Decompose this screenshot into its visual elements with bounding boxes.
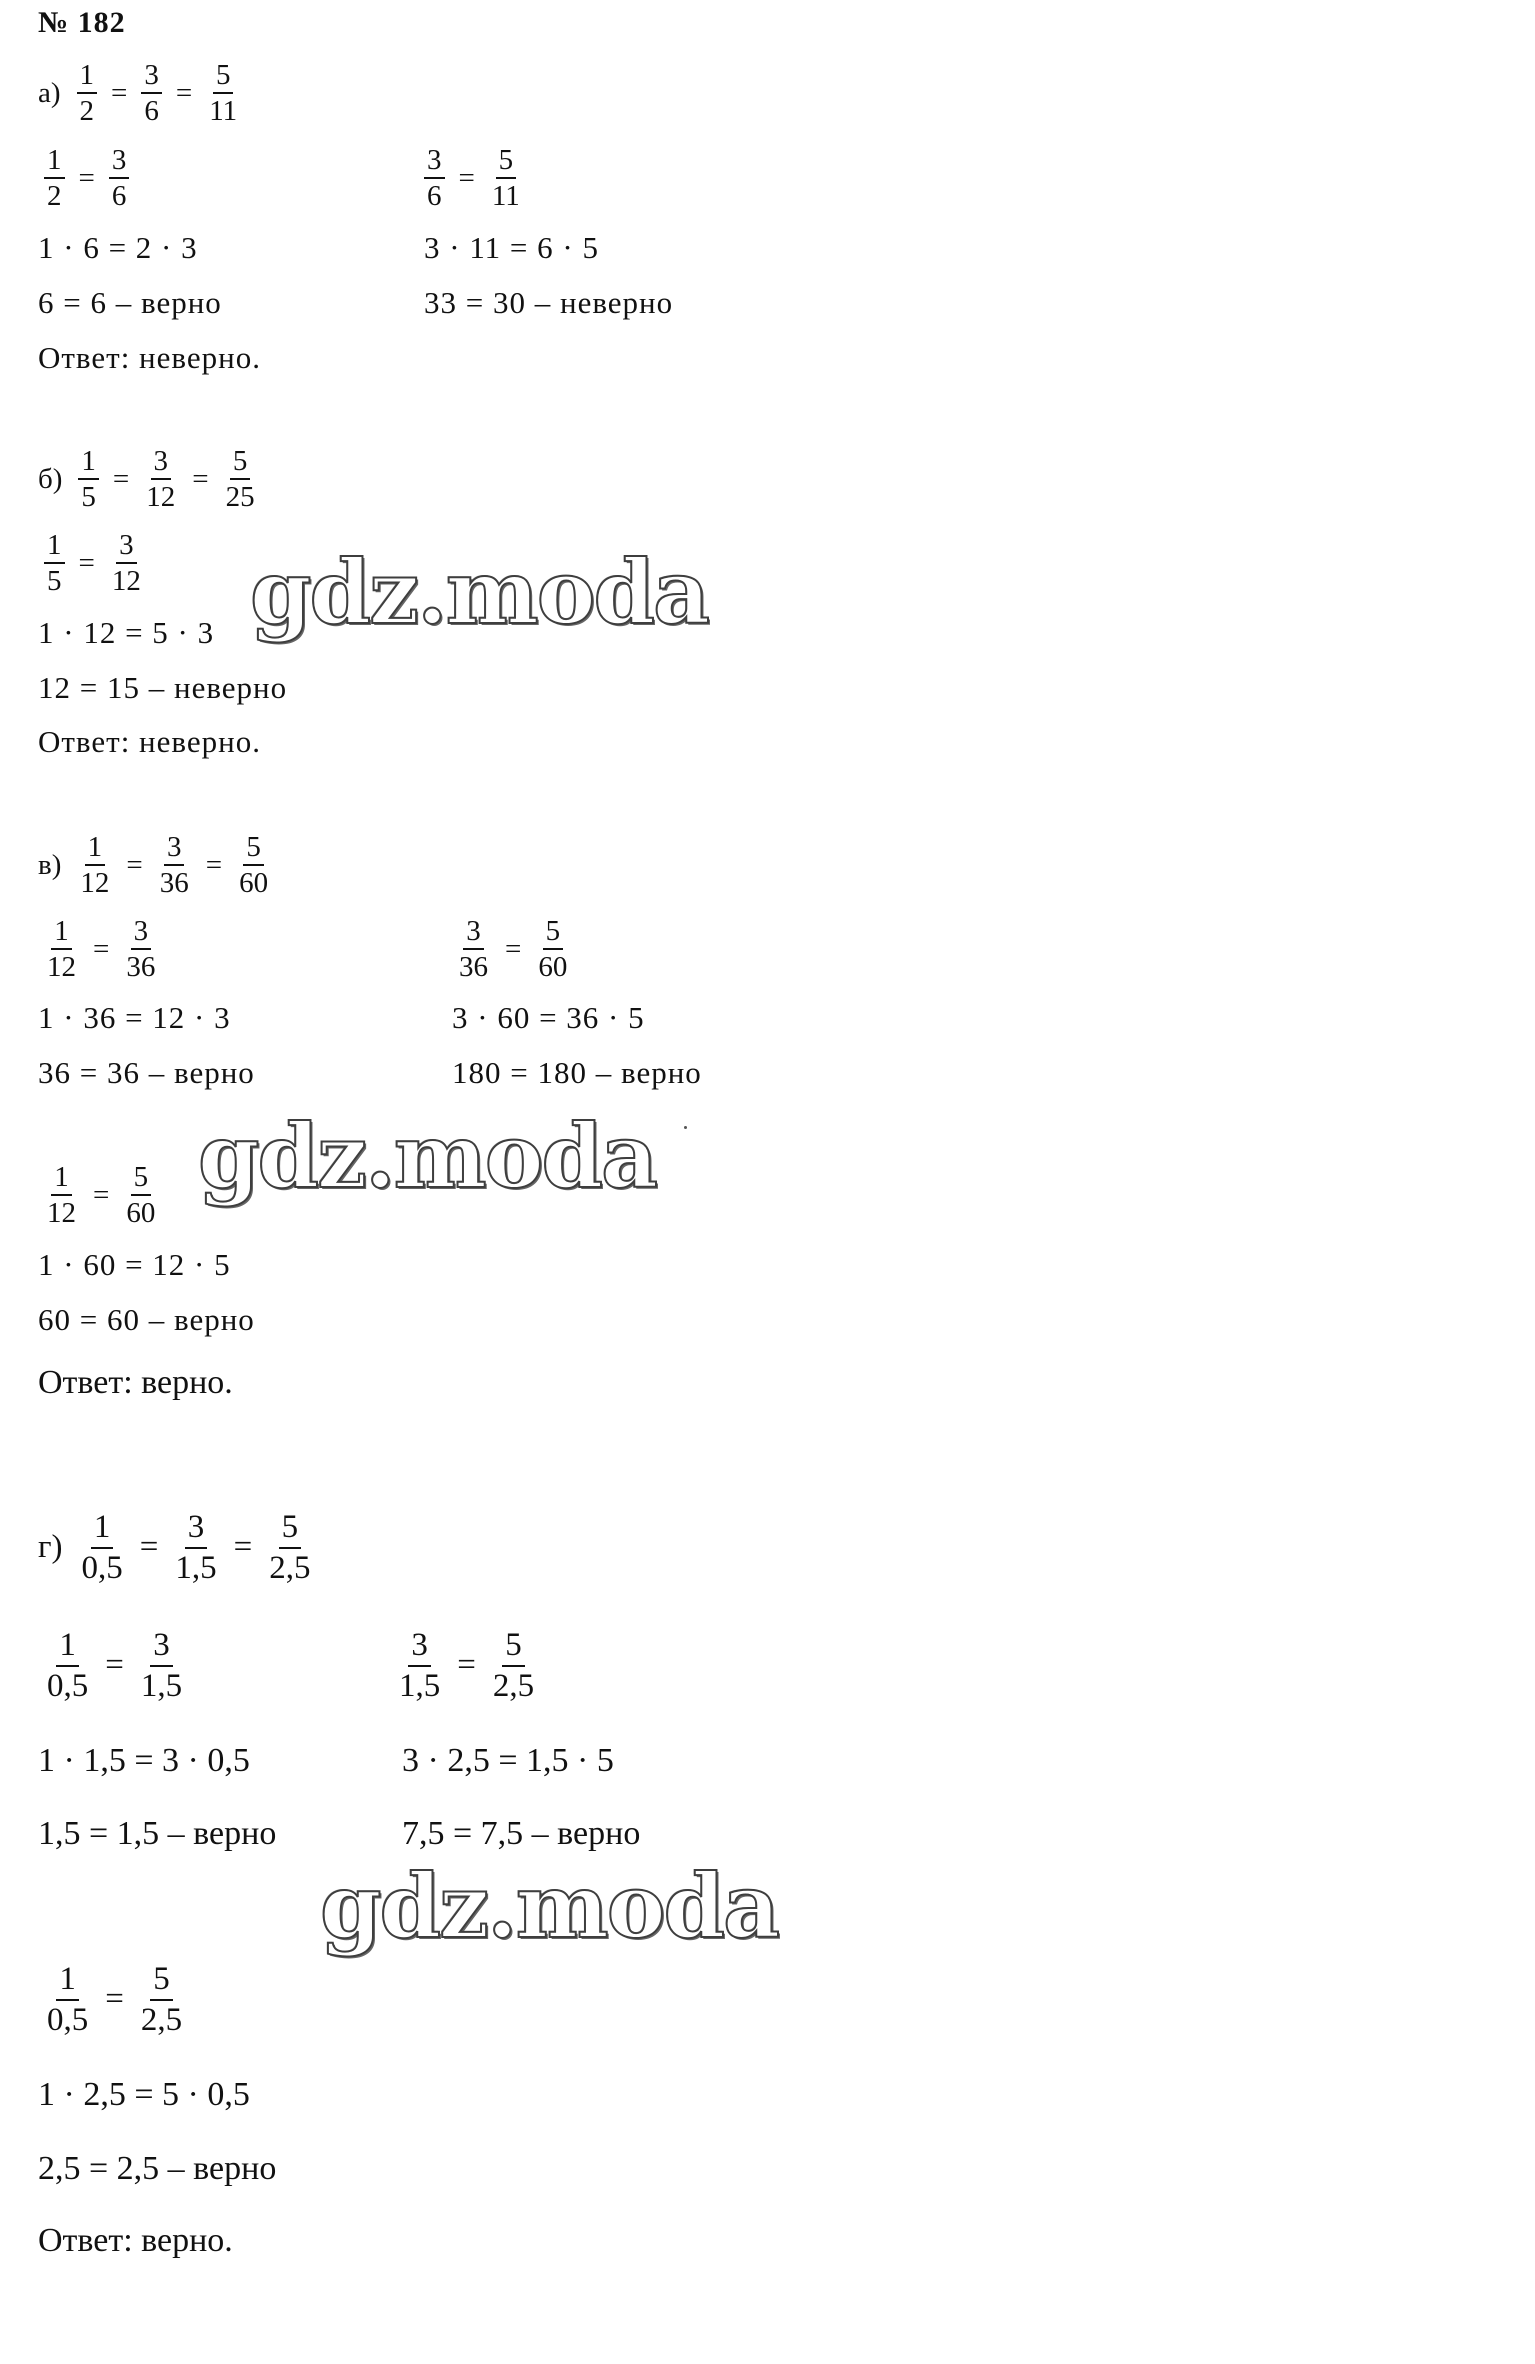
fraction: $\frac{3}{1,5}$ [399,1627,441,1704]
fraction: $\frac{5}{2,5}$ [492,1627,535,1704]
fraction: $\frac{1}{0,5}$ [81,1509,123,1586]
fraction: $\frac{5}{60}$ [239,831,269,900]
fraction: $\frac{5}{11}$ [491,144,520,213]
part-v-step3: 1 · 60 = 12 · 5 [38,1247,231,1282]
part-b-left-equation: $\frac{1}{5}$ = $\frac{3}{12}$ [38,530,150,597]
fraction: $\frac{5}{25}$ [225,445,255,514]
part-g-left-step1: 1 · 1,5 = 3 · 0,5 [38,1742,250,1779]
part-v-right-equation: $\frac{3}{36}$ = $\frac{5}{60}$ [450,916,576,983]
fraction: $\frac{1}{0,5}$ [47,1627,89,1704]
part-v-right-step2: 180 = 180 – верно [452,1055,702,1090]
part-a-left-equation: $\frac{1}{2}$ = $\frac{3}{6}$ [38,145,135,212]
part-g-left-equation: $\frac{1}{0,5}$ = $\frac{3}{1,5}$ [38,1628,191,1703]
fraction: $\frac{1}{5}$ [44,530,65,597]
fraction: $\frac{1}{5}$ [78,446,99,513]
part-b-label: б) [38,462,63,495]
part-g-right-step1: 3 · 2,5 = 1,5 · 5 [402,1742,614,1779]
fraction: $\frac{3}{36}$ [126,915,156,984]
part-a-left-step1: 1 · 6 = 2 · 3 [38,230,198,265]
fraction: $\frac{1}{12}$ [80,831,110,900]
fraction: $\frac{1}{12}$ [47,1161,76,1230]
fraction: $\frac{3}{1,5}$ [175,1509,217,1586]
part-v-left-step2: 36 = 36 – верно [38,1055,255,1090]
fraction: $\frac{3}{12}$ [146,445,176,514]
speck [684,1126,687,1129]
watermark: gdz.moda [198,1104,657,1208]
part-g-third-equation: $\frac{1}{0,5}$ = $\frac{5}{2,5}$ [38,1962,191,2037]
part-a-right-step2: 33 = 30 – неверно [424,285,674,320]
part-b-answer: Ответ: неверно. [38,724,261,759]
problem-number: № 182 [38,6,126,39]
part-v-equation: в) $\frac{1}{12}$ = $\frac{3}{36}$ = $\frac{5}{60}$ [38,832,277,899]
part-a-answer: Ответ: неверно. [38,340,261,375]
fraction: $\frac{1}{12}$ [47,915,76,984]
fraction: $\frac{5}{60}$ [538,915,568,984]
part-v-left-step1: 1 · 36 = 12 · 3 [38,1000,231,1035]
part-a-right-step1: 3 · 11 = 6 · 5 [424,230,599,265]
fraction: $\frac{1}{2}$ [44,145,65,212]
fraction: $\frac{3}{6}$ [109,145,130,212]
fraction: $\frac{3}{12}$ [111,529,141,598]
fraction: $\frac{3}{1,5}$ [140,1627,183,1704]
part-g-right-equation: $\frac{3}{1,5}$ = $\frac{5}{2,5}$ [390,1628,543,1703]
part-b-step2: 12 = 15 – неверно [38,670,288,705]
part-b-step1: 1 · 12 = 5 · 3 [38,615,215,650]
fraction: $\frac{3}{36}$ [159,831,189,900]
fraction: $\frac{1}{0,5}$ [47,1961,89,2038]
part-g-label: г) [38,1529,63,1566]
part-g-step4: 2,5 = 2,5 – верно [38,2150,277,2187]
part-g-equation: г) $\frac{1}{0,5}$ = $\frac{3}{1,5}$ = $\frac{5}{2,5}$ [38,1510,320,1585]
part-g-answer: Ответ: верно. [38,2222,233,2259]
fraction: $\frac{3}{36}$ [459,915,488,984]
part-v-third-equation: $\frac{1}{12}$ = $\frac{5}{60}$ [38,1162,164,1229]
part-a-left-step2: 6 = 6 – верно [38,285,222,320]
part-a-right-equation: $\frac{3}{6}$ = $\frac{5}{11}$ [418,145,529,212]
part-v-step4: 60 = 60 – верно [38,1302,255,1337]
part-b-equation: б) $\frac{1}{5}$ = $\frac{3}{12}$ = $\frac{5}{25}$ [38,446,264,513]
part-v-answer: Ответ: верно. [38,1364,233,1401]
fraction: $\frac{3}{6}$ [141,60,162,127]
part-a-label: а) [38,76,61,109]
watermark: gdz.moda [320,1854,779,1958]
part-v-left-equation: $\frac{1}{12}$ = $\frac{3}{36}$ [38,916,164,983]
part-v-right-step1: 3 · 60 = 36 · 5 [452,1000,645,1035]
fraction: $\frac{5}{11}$ [209,59,238,128]
part-g-step3: 1 · 2,5 = 5 · 0,5 [38,2076,250,2113]
fraction: $\frac{5}{2,5}$ [269,1509,311,1586]
part-v-label: в) [38,848,62,881]
part-g-left-step2: 1,5 = 1,5 – верно [38,1815,277,1852]
fraction: $\frac{5}{60}$ [126,1161,156,1230]
fraction: $\frac{3}{6}$ [424,145,445,212]
fraction: $\frac{5}{2,5}$ [140,1961,183,2038]
part-a-equation: а) $\frac{1}{2}$ = $\frac{3}{6}$ = $\frac{5}{11}$ [38,60,246,127]
fraction: $\frac{1}{2}$ [77,60,98,127]
watermark: gdz.moda [250,540,709,644]
part-g-right-step2: 7,5 = 7,5 – верно [402,1815,641,1852]
